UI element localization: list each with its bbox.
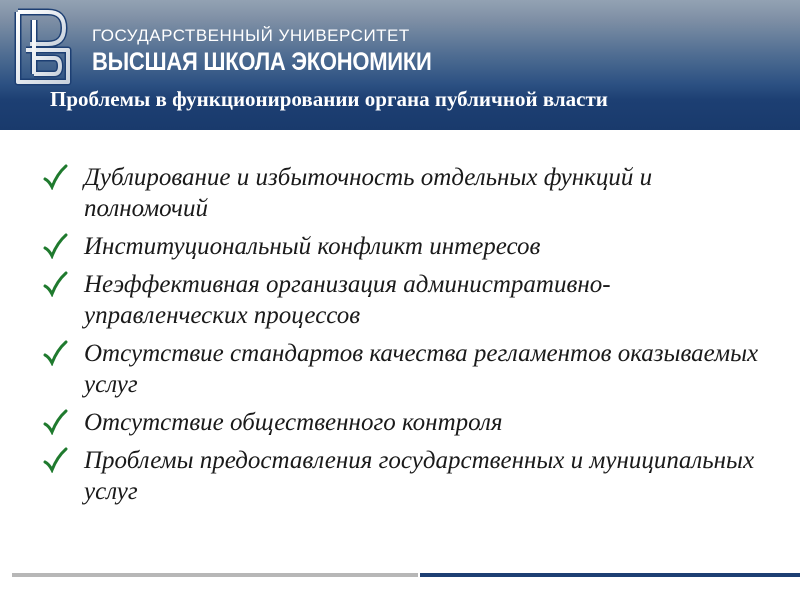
list-item-text: Неэффективная организация административно-управленческих процессов bbox=[84, 271, 611, 329]
footer-divider-grey bbox=[12, 573, 418, 577]
check-icon bbox=[42, 164, 68, 190]
check-icon bbox=[42, 271, 68, 297]
list-item-text: Проблемы предоставления государственных и муниципальных услуг bbox=[84, 447, 755, 505]
slide-title: Проблемы в функционировании органа публичной власти bbox=[50, 87, 608, 111]
list-item bbox=[40, 407, 770, 438]
list-item bbox=[40, 269, 770, 331]
list-item bbox=[40, 445, 770, 507]
check-icon bbox=[42, 409, 68, 435]
bullet-list bbox=[40, 162, 770, 514]
list-item bbox=[40, 162, 770, 224]
university-name: ГОСУДАРСТВЕННЫЙ УНИВЕРСИТЕТ bbox=[92, 26, 410, 45]
list-item bbox=[40, 231, 770, 262]
list-item-text: Дублирование и избыточность отдельных функций и полномочий bbox=[84, 164, 653, 222]
hse-logo bbox=[8, 6, 80, 88]
check-icon bbox=[42, 447, 68, 473]
list-item bbox=[40, 338, 770, 400]
list-item-text: Отсутствие общественного контроля bbox=[84, 409, 503, 436]
list-item-text: Институциональный конфликт интересов bbox=[84, 233, 541, 260]
check-icon bbox=[42, 340, 68, 366]
footer-divider-blue bbox=[420, 573, 800, 577]
header-band bbox=[0, 0, 800, 130]
school-name: ВЫСШАЯ ШКОЛА ЭКОНОМИКИ bbox=[92, 48, 432, 76]
list-item-text: Отсутствие стандартов качества регламентов оказываемых услуг bbox=[84, 340, 759, 398]
check-icon bbox=[42, 233, 68, 259]
